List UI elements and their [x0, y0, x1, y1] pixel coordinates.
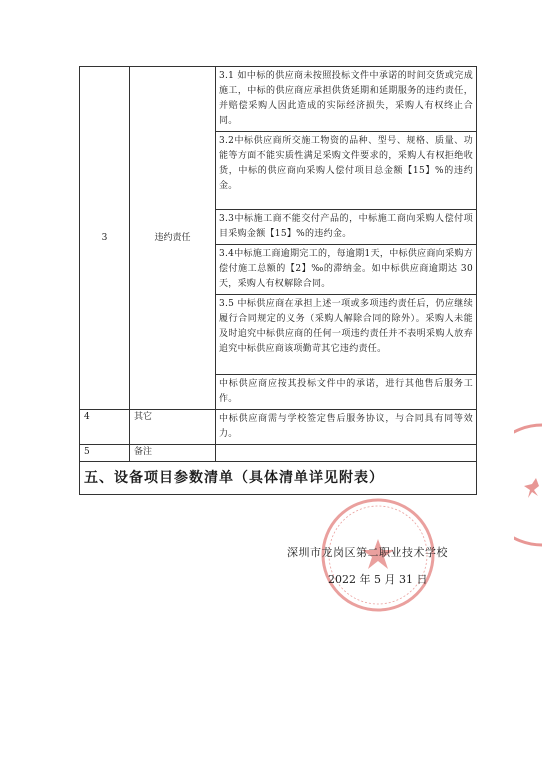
row-4-content: 中标供应商需与学校签定售后服务协议，与合同具有同等效力。: [216, 410, 477, 445]
signature-date: 2022 年 5 月 31 日: [328, 573, 428, 586]
clause-after-sales: 中标供应商应按其投标文件中的承诺，进行其他售后服务工作。: [216, 375, 477, 410]
clause-3-5: 3.5 中标供应商在承担上述一项或多项违约责任后，仍应继续履行合同规定的义务（采购人解除合同的除外）。采购人未能及时追究中标供应商的任何一项违约责任并不表明采购人放弃追究中标供应商该项勤苛其它违约责任。: [216, 295, 477, 375]
row-number-5: 5: [80, 445, 130, 462]
row-label-remarks: 备注: [130, 445, 216, 462]
row-number-4: 4: [80, 410, 130, 445]
row-label-other: 其它: [130, 410, 216, 445]
clause-3-3: 3.3中标施工商不能交付产品的，中标施工商向采购人偿付项目采购金额【15】%的违约金。: [216, 210, 477, 245]
section-five-row: [80, 462, 477, 495]
row-label-breach-liability: 违约责任: [130, 67, 216, 410]
table-row-4: [80, 410, 477, 445]
row-number-3: 3: [80, 67, 130, 410]
row-5-content: [216, 445, 477, 462]
clause-3-4: 3.4中标施工商逾期完工的，每逾期1天，中标供应商向采购方偿付施工总额的【2】‰的滞纳金。如中标供应商逾期达 30 天，采购人有权解除合同。: [216, 245, 477, 295]
clause-3-2: 3.2中标供应商所交施工物资的品种、型号、规格、质量、功能等方面不能实质性满足采购文件要求的，采购人有权拒绝收货，中标的供应商向采购人偿付项目总金额【15】%的违约金。: [216, 132, 477, 210]
table-row-3a: [80, 67, 477, 132]
section-five-heading: 五、设备项目参数清单（具体清单详见附表）: [80, 462, 477, 495]
seam-seal-icon: [514, 420, 542, 550]
clause-3-1: 3.1 如中标的供应商未按照投标文件中承诺的时间交货或完成施工，中标的供应商应承担供货延期和延期服务的违约责任，并赔偿采购人因此造成的实际经济损失，采购人有权终止合同。: [216, 67, 477, 132]
table-row-5: [80, 445, 477, 462]
contract-terms-table: [79, 66, 477, 495]
school-name-signature: 深圳市龙岗区第二职业技术学校: [287, 546, 448, 559]
